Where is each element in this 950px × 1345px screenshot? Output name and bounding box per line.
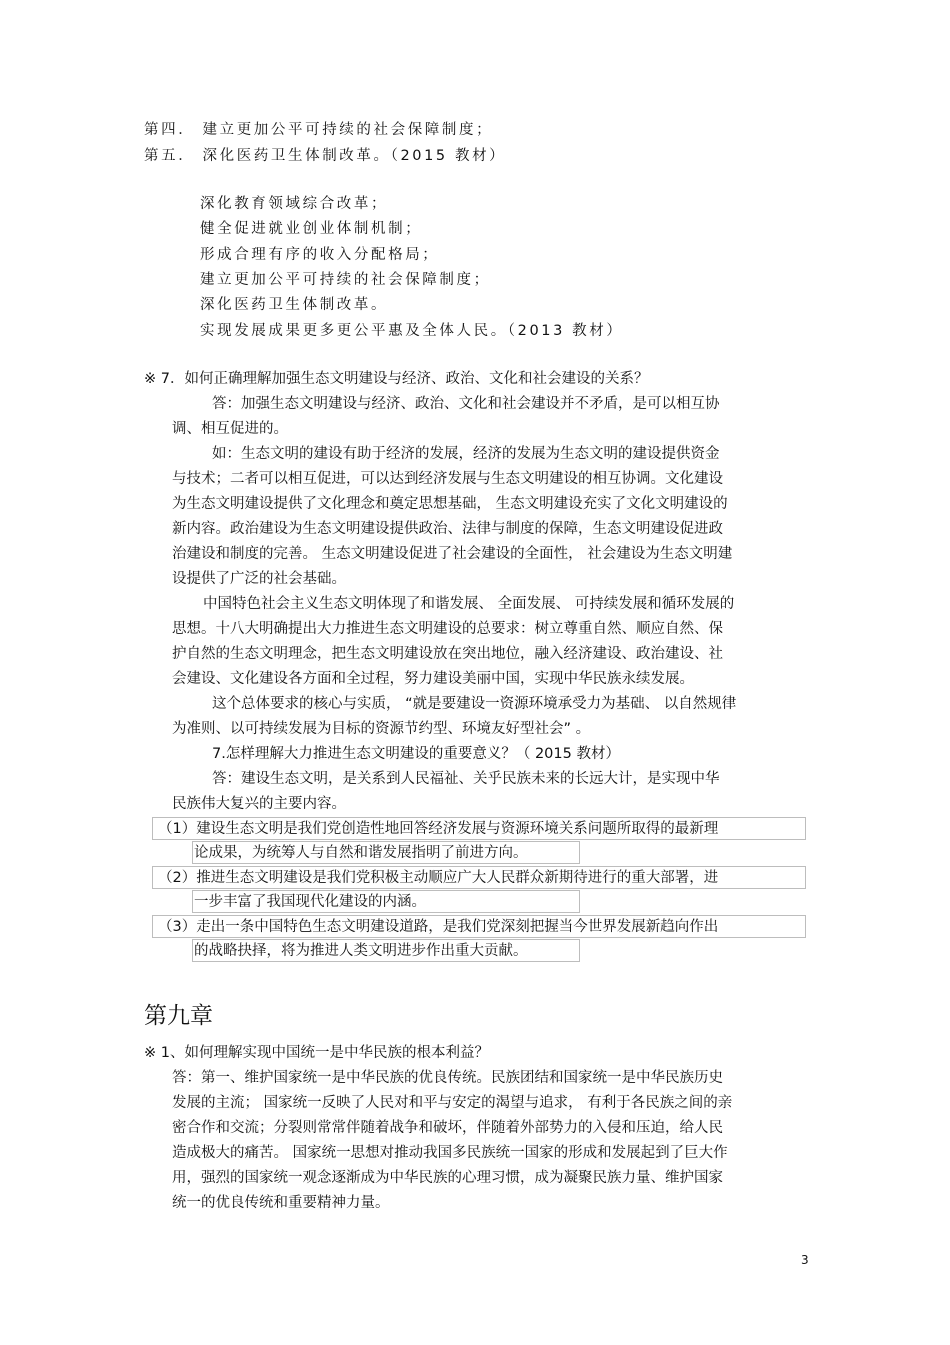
answer-line: 为生态文明建设提供了文化理念和奠定思想基础， 生态文明建设充实了文化文明建设的 [172, 496, 728, 512]
question-title: ※ 7．如何正确理解加强生态文明建设与经济、政治、文化和社会建设的关系？ [144, 371, 649, 387]
answer-line: 调、相互促进的。 [172, 421, 288, 437]
answer-line: 思想。十八大明确提出大力推进生态文明建设的总要求：树立尊重自然、顺应自然、保 [172, 621, 723, 637]
point-text: （1）建设生态文明是我们党创造性地回答经济发展与资源环境关系问题所取得的最新理 [158, 821, 719, 837]
text-line: 形成合理有序的收入分配格局； [200, 247, 440, 263]
answer-line: 设提供了广泛的社会基础。 [172, 571, 346, 587]
point-text: （3）走出一条中国特色生态文明建设道路，是我们党深刻把握当今世界发展新趋向作出 [158, 919, 719, 935]
answer-line: 密合作和交流；分裂则常常伴随着战争和破坏，伴随着外部势力的入侵和压迫，给人民 [172, 1120, 723, 1136]
answer-line: 答：第一、维护国家统一是中华民族的优良传统。民族团结和国家统一是中华民族历史 [172, 1070, 723, 1086]
text-line: 深化医药卫生体制改革。 [200, 297, 389, 313]
point-text: （2）推进生态文明建设是我们党积极主动顺应广大人民群众新期待进行的重大部署，进 [158, 870, 719, 886]
answer-line: 答：加强生态文明建设与经济、政治、文化和社会建设并不矛盾，是可以相互协 [212, 396, 720, 412]
text-line: 建立更加公平可持续的社会保障制度； [200, 272, 491, 288]
answer-line: 答：建设生态文明，是关系到人民福祉、关乎民族未来的长远大计，是实现中华 [212, 771, 720, 787]
text-line: 第五． 深化医药卫生体制改革。（2015 教材） [144, 148, 507, 164]
chapter-heading: 第九章 [144, 1003, 213, 1029]
answer-line: 发展的主流； 国家统一反映了人民对和平与安定的渴望与追求， 有利于各民族之间的亲 [172, 1095, 733, 1111]
answer-line: 中国特色社会主义生态文明体现了和谐发展、 全面发展、 可持续发展和循环发展的 [203, 596, 735, 612]
answer-line: 用，强烈的国家统一观念逐渐成为中华民族的心理习惯，成为凝聚民族力量、维护国家 [172, 1170, 723, 1186]
answer-line: 如：生态文明的建设有助于经济的发展，经济的发展为生态文明的建设提供资金 [212, 446, 720, 462]
question-title: ※ 1、如何理解实现中国统一是中华民族的根本利益？ [144, 1045, 489, 1061]
question-title: 7.怎样理解大力推进生态文明建设的重要意义？（ 2015 教材） [212, 746, 620, 762]
point-text: 的战略抉择，将为推进人类文明进步作出重大贡献。 [194, 943, 528, 959]
answer-line: 这个总体要求的核心与实质， “就是要建设一资源环境承受力为基础、 以自然规律 [212, 696, 737, 712]
answer-line: 治建设和制度的完善。 生态文明建设促进了社会建设的全面性， 社会建设为生态文明建 [172, 546, 733, 562]
answer-line: 新内容。政治建设为生态文明建设提供政治、法律与制度的保障，生态文明建设促进政 [172, 521, 723, 537]
answer-line: 民族伟大复兴的主要内容。 [172, 796, 346, 812]
page-number: 3 [801, 1253, 809, 1267]
answer-line: 为准则、以可持续发展为目标的资源节约型、环境友好型社会” 。 [172, 721, 591, 737]
text-line: 实现发展成果更多更公平惠及全体人民。（2013 教材） [200, 323, 624, 339]
text-line: 健全促进就业创业体制机制； [200, 221, 423, 237]
answer-line: 统一的优良传统和重要精神力量。 [172, 1195, 390, 1211]
answer-line: 会建设、文化建设各方面和全过程，努力建设美丽中国，实现中华民族永续发展。 [172, 671, 694, 687]
text-line: 深化教育领域综合改革； [200, 196, 389, 212]
point-text: 一步丰富了我国现代化建设的内涵。 [194, 894, 426, 910]
answer-line: 造成极大的痛苦。 国家统一思想对推动我国多民族统一国家的形成和发展起到了巨大作 [172, 1145, 728, 1161]
answer-line: 护自然的生态文明理念，把生态文明建设放在突出地位，融入经济建设、政治建设、社 [172, 646, 723, 662]
text-line: 第四． 建立更加公平可持续的社会保障制度； [144, 122, 494, 138]
answer-line: 与技术；二者可以相互促进，可以达到经济发展与生态文明建设的相互协调。文化建设 [172, 471, 723, 487]
point-text: 论成果，为统筹人与自然和谐发展指明了前进方向。 [194, 845, 528, 861]
